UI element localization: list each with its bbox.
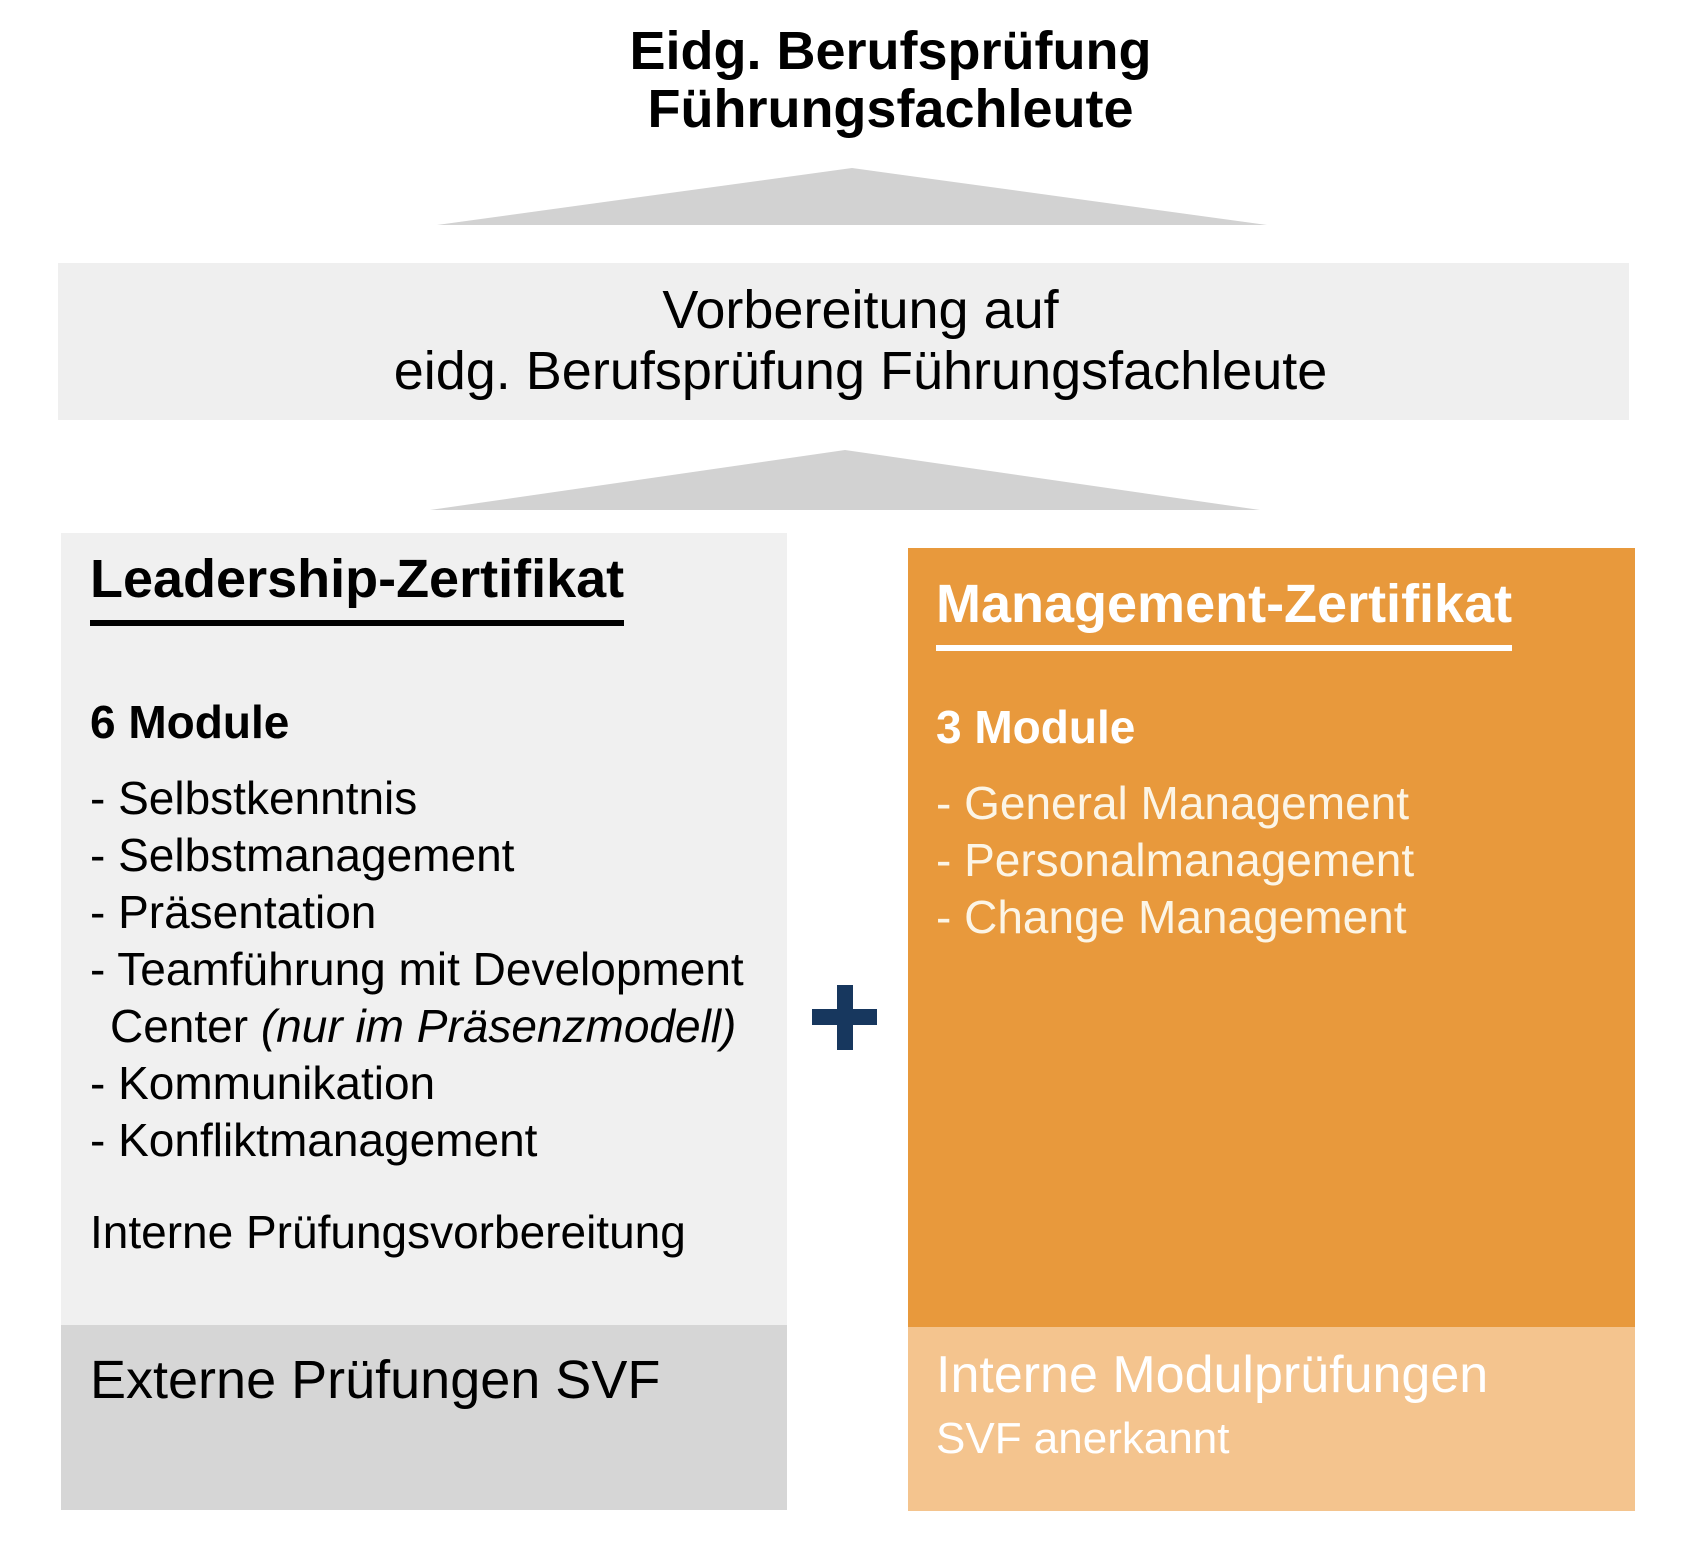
banner-line-2: eidg. Berufsprüfung Führungsfachleute bbox=[393, 341, 1328, 401]
list-item: - Personalmanagement bbox=[936, 834, 1415, 886]
list-item-text: Center bbox=[110, 1000, 261, 1052]
list-item-continuation bbox=[90, 998, 744, 1055]
list-item: - Präsentation bbox=[90, 886, 377, 938]
leadership-panel bbox=[61, 533, 787, 1510]
plus-icon-vertical-bar bbox=[837, 985, 853, 1050]
leadership-footer: Externe Prüfungen SVF bbox=[61, 1325, 787, 1510]
plus-icon bbox=[812, 985, 877, 1050]
banner-line-1: Vorbereitung auf bbox=[662, 280, 1059, 340]
management-module-list bbox=[936, 775, 1414, 946]
up-triangle-icon-middle bbox=[430, 450, 1260, 510]
internal-exam-prep-note: Interne Prüfungsvorbereitung bbox=[90, 1206, 686, 1258]
management-footer-line-1: Interne Modulprüfungen bbox=[936, 1346, 1489, 1404]
list-item: - Change Management bbox=[936, 891, 1407, 943]
management-footer-line-2: SVF anerkannt bbox=[936, 1414, 1230, 1463]
list-item: - Teamführung mit Development bbox=[90, 943, 744, 995]
list-item: - Konfliktmanagement bbox=[90, 1114, 538, 1166]
list-item: - General Management bbox=[936, 777, 1410, 829]
management-footer bbox=[908, 1327, 1635, 1511]
list-item: - Kommunikation bbox=[90, 1057, 436, 1109]
preparation-banner bbox=[58, 263, 1629, 420]
page-title bbox=[0, 22, 1683, 138]
management-panel bbox=[908, 548, 1635, 1511]
management-heading-text: Management-Zertifikat bbox=[936, 572, 1512, 651]
list-item: - Selbstkenntnis bbox=[90, 772, 418, 824]
up-triangle-icon-top bbox=[437, 168, 1267, 225]
leadership-module-count: 6 Module bbox=[90, 696, 290, 748]
list-item: - Selbstmanagement bbox=[90, 829, 515, 881]
management-heading bbox=[936, 572, 1512, 651]
management-module-count: 3 Module bbox=[936, 701, 1136, 753]
page-title-line-1: Eidg. Berufsprüfung bbox=[629, 21, 1152, 81]
leadership-heading-text: Leadership-Zertifikat bbox=[90, 547, 624, 626]
page-title-line-2: Führungsfachleute bbox=[647, 79, 1134, 139]
leadership-heading bbox=[90, 547, 624, 626]
list-item-italic-note: (nur im Präsenzmodell) bbox=[260, 1000, 737, 1052]
leadership-module-list bbox=[90, 770, 744, 1169]
